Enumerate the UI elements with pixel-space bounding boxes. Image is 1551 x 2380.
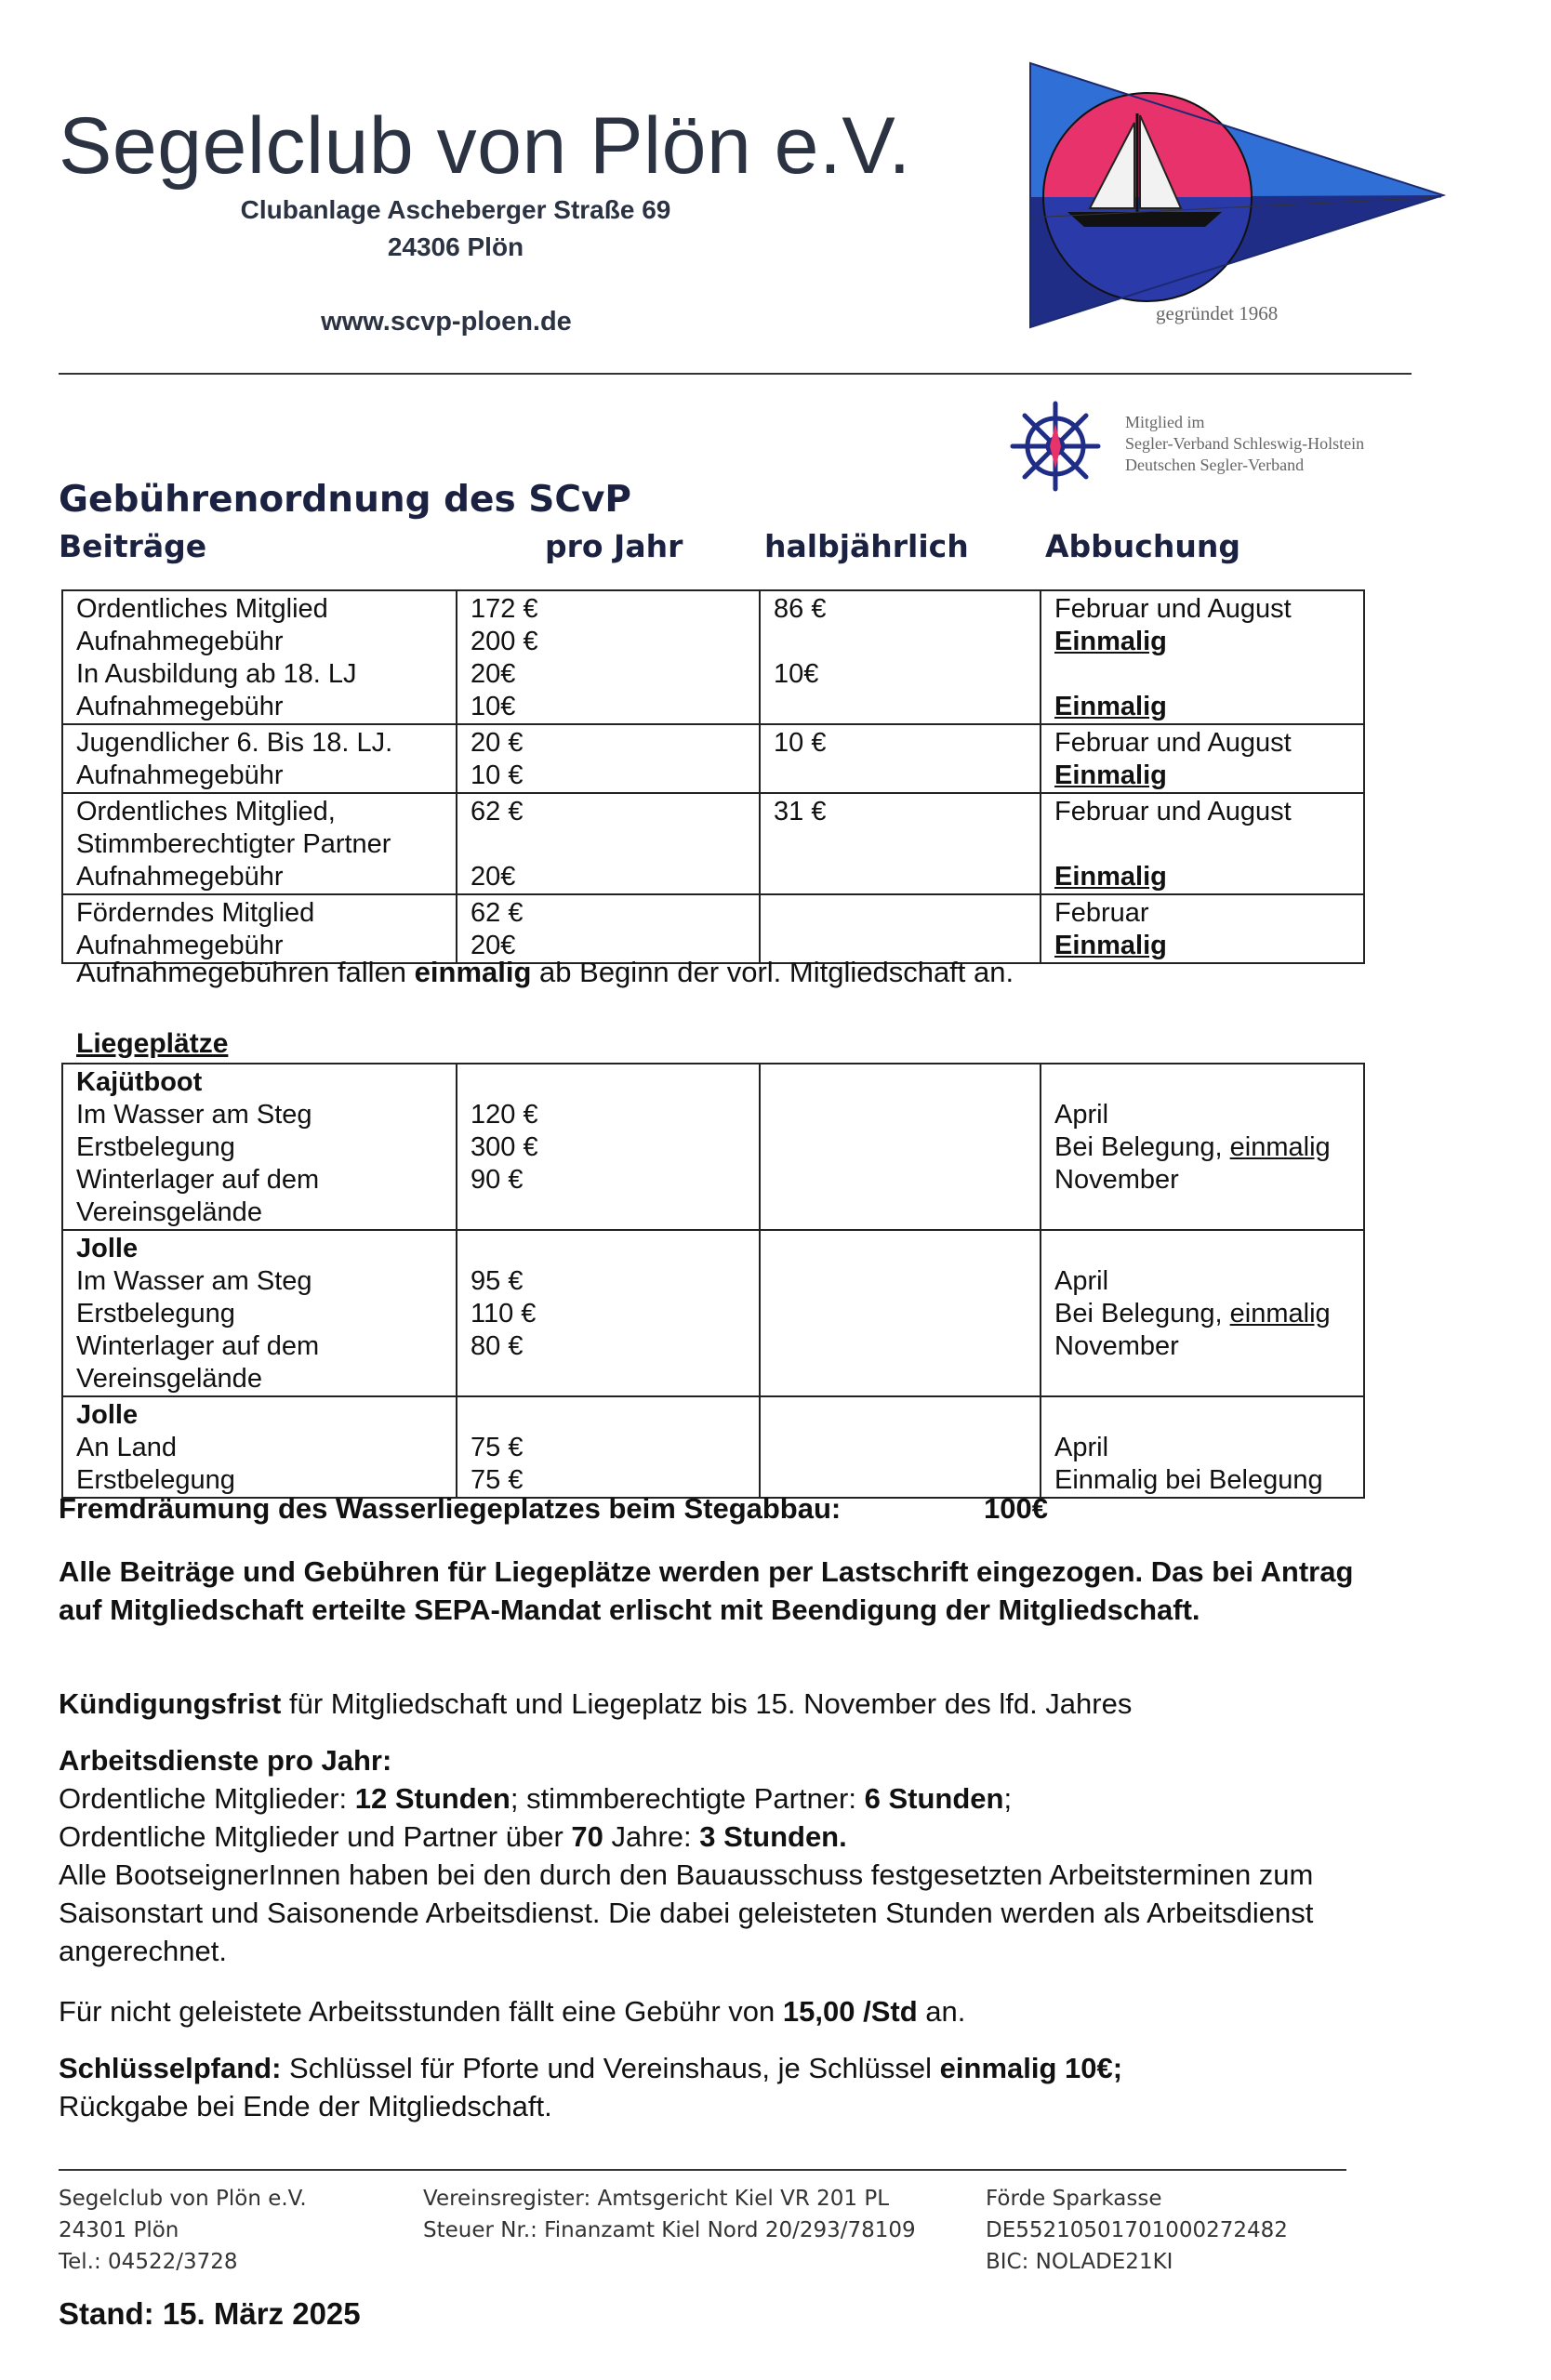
stand-date: Stand: 15. März 2025 [59, 2296, 361, 2331]
club-address-street: Clubanlage Ascheberger Straße 69 [240, 195, 671, 224]
footer-bank: Förde Sparkasse DE55210501701000272482 BIC: NOLADE21KI [986, 2187, 1288, 2274]
aufnahme-note: Aufnahmegebühren fallen einmalig ab Beginn der vorl. Mitgliedschaft an. [76, 956, 1014, 988]
membership-line-3: Deutschen Segler-Verband [1125, 456, 1305, 474]
liegeplaetze-heading: Liegeplätze [76, 1028, 229, 1059]
table-row: Förderndes Mitglied Aufnahmegebühr 62 € 20€ Februar Einmalig [62, 894, 1364, 963]
col-header-beitraege: Beiträge [59, 528, 207, 564]
fremdraeumung-value: 100€ [984, 1492, 1048, 1525]
ships-wheel-icon [1009, 400, 1102, 493]
table-row: Jolle An Land Erstbelegung 75 € 75 € April Einmalig bei Belegung [62, 1396, 1364, 1498]
footer-address: Segelclub von Plön e.V. 24301 Plön Tel.: 04522/3728 [59, 2187, 307, 2274]
table-row: Ordentliches Mitglied Aufnahmegebühr In Ausbildung ab 18. LJ Aufnahmegebühr 172 € 200 € 20€ 10€ 86 € 10€ Februar und August Einmalig Einmalig [62, 590, 1364, 724]
table-row: Kajütboot Im Wasser am Steg Erstbelegung Winterlager auf dem Vereinsgelände 120 € 300 € 90 € April Bei Belegung, einmalig November [62, 1064, 1364, 1230]
founded-year: gegründet 1968 [1156, 302, 1279, 324]
beitraege-table [61, 589, 1365, 964]
membership-line-1: Mitglied im [1125, 413, 1205, 431]
club-website[interactable]: www.scvp-ploen.de [321, 307, 572, 337]
arbeitsdienste-text: Alle BootseignerInnen haben bei den durch den Bauausschuss festgesetzten Arbeitsterminen zum Saisonstart und Saisonende Arbeitsdienst. Die dabei geleisteten Stunden werden als Arbeitsdienst angerechnet. [59, 1858, 1314, 1967]
fremdraeumung-label: Fremdräumung des Wasserliegeplatzes beim Stegabbau: [59, 1492, 842, 1525]
lastschrift-paragraph: Alle Beiträge und Gebühren für Liegeplätze werden per Lastschrift eingezogen. Das bei Antrag auf Mitgliedschaft erteilte SEPA-Mandat erlischt mit Beendigung der Mitgliedschaft. [59, 1555, 1354, 1626]
membership-info [1125, 412, 1364, 476]
arbeitsdienste-line-2: Ordentliche Mitglieder und Partner über 70 Jahre: 3 Stunden. [59, 1820, 847, 1853]
gebuehr-paragraph: Für nicht geleistete Arbeitsstunden fällt eine Gebühr von 15,00 /Std an. [59, 1995, 966, 2028]
arbeitsdienste-heading: Arbeitsdienste pro Jahr: [59, 1744, 392, 1777]
kuendigung-paragraph: Kündigungsfrist für Mitgliedschaft und Liegeplatz bis 15. November des lfd. Jahres [59, 1687, 1133, 1720]
liegeplaetze-table [61, 1063, 1365, 1499]
arbeitsdienste-line-1: Ordentliche Mitglieder: 12 Stunden; stimmberechtigte Partner: 6 Stunden; [59, 1782, 1013, 1815]
membership-line-2: Segler-Verband Schleswig-Holstein [1125, 434, 1365, 453]
col-header-pro-jahr: pro Jahr [545, 528, 683, 564]
arbeitsdienste-section [59, 1741, 1342, 1970]
header-divider [59, 373, 1412, 375]
table-row: Jugendlicher 6. Bis 18. LJ. Aufnahmegebühr 20 € 10 € 10 € Februar und August Einmalig [62, 724, 1364, 793]
pennant-logo [1023, 58, 1451, 337]
document-title: Gebührenordnung des SCvP [59, 479, 631, 521]
footer-divider [59, 2169, 1346, 2171]
col-header-abbuchung: Abbuchung [1045, 528, 1240, 564]
table-row: Jolle Im Wasser am Steg Erstbelegung Winterlager auf dem Vereinsgelände 95 € 110 € 80 € April Bei Belegung, einmalig November [62, 1230, 1364, 1396]
footer-register: Vereinsregister: Amtsgericht Kiel VR 201 PL Steuer Nr.: Finanzamt Kiel Nord 20/293/78109 [423, 2187, 916, 2242]
schluessel-paragraph: Schlüsselpfand: Schlüssel für Pforte und Vereinshaus, je Schlüssel einmalig 10€; Rückgabe bei Ende der Mitgliedschaft. [59, 2052, 1123, 2122]
table-row: Ordentliches Mitglied, Stimmberechtigter Partner Aufnahmegebühr 62 € 20€ 31 € Februar und August Einmalig [62, 793, 1364, 894]
col-header-halbjaehrlich: halbjährlich [764, 528, 969, 564]
club-address-city: 24306 Plön [387, 232, 524, 261]
club-title: Segelclub von Plön e.V. [59, 101, 911, 191]
